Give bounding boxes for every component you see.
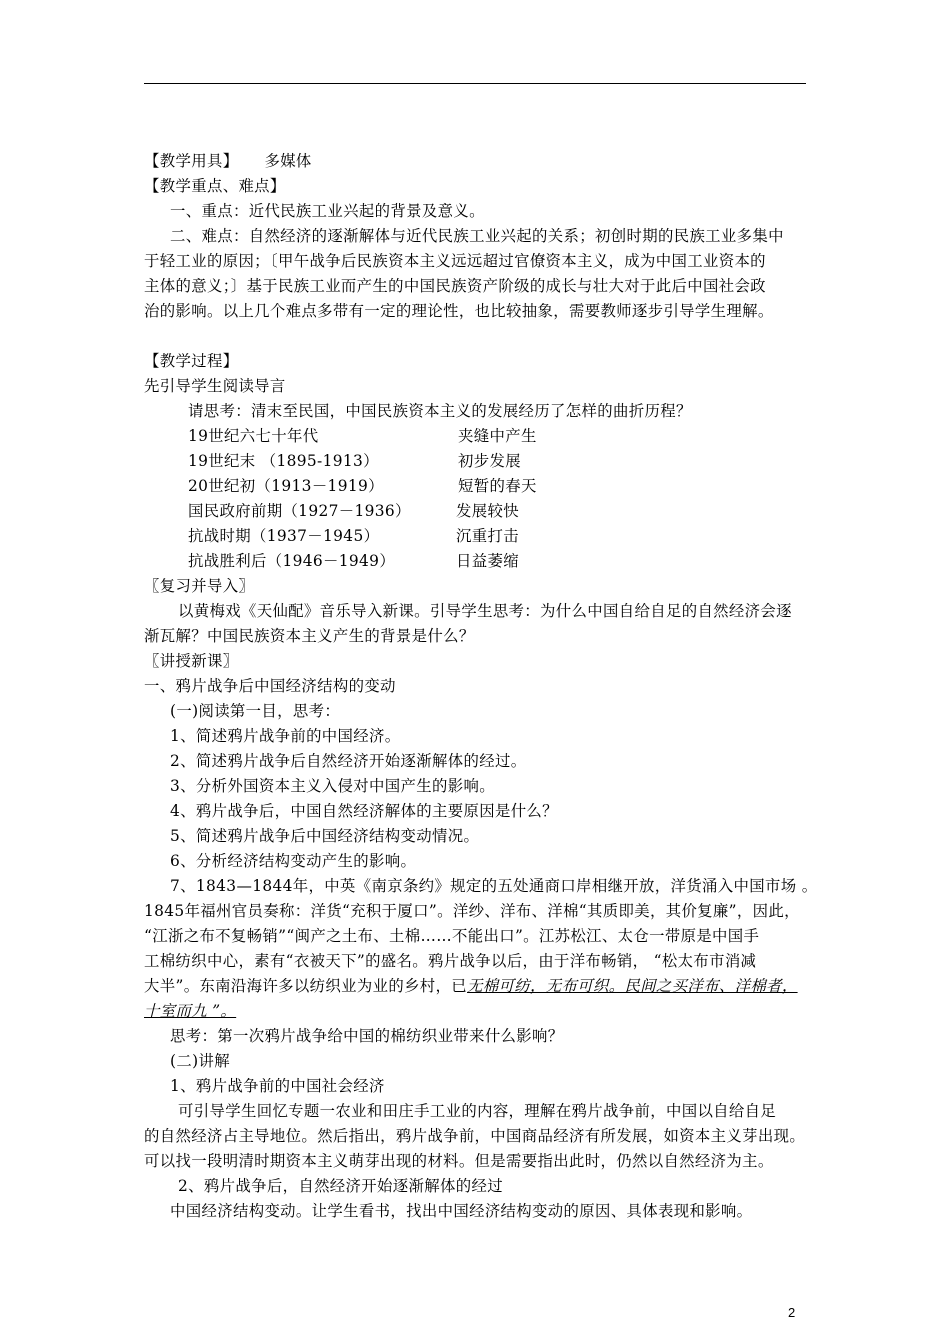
difficulty-line-4: 治的影响。以上几个难点多带有一定的理论性，也比较抽象，需要教师逐步引导学生理解。 <box>144 302 774 320</box>
stage-period: 20世纪初（1913－1919） <box>188 477 384 495</box>
review-line-2: 渐瓦解？中国民族资本主义产生的背景是什么？ <box>144 627 475 645</box>
tools-value: 多媒体 <box>264 152 312 170</box>
stage-period: 19世纪六七十年代 <box>188 427 319 445</box>
question-item: 3、分析外国资本主义入侵对中国产生的影响。 <box>170 777 495 795</box>
explain-title: (二)讲解 <box>170 1052 230 1070</box>
question-item: 4、鸦片战争后，中国自然经济解体的主要原因是什么？ <box>170 802 558 820</box>
explain-2-text: 中国经济结构变动。让学生看书，找出中国经济结构变动的原因、具体表现和影响。 <box>170 1202 753 1220</box>
stage-status: 日益萎缩 <box>456 552 519 570</box>
stage-status: 发展较快 <box>456 502 519 520</box>
explain-1-line: 可以找一段明清时期资本主义萌芽出现的材料。但是需要指出此时，仍然以自然经济为主。 <box>144 1152 774 1170</box>
process-question: 请思考：清末至民国，中国民族资本主义的发展经历了怎样的曲折历程？ <box>188 402 692 420</box>
difficulty-line-3: 主体的意义；〕基于民族工业而产生的中国民族资产阶级的成长与壮大对于此后中国社会政 <box>144 277 766 295</box>
header-rule <box>144 83 806 84</box>
focus-line: 一、重点：近代民族工业兴起的背景及意义。 <box>170 202 485 220</box>
think-line: 思考：第一次鸦片战争给中国的棉纺织业带来什么影响？ <box>170 1027 564 1045</box>
process-heading: 【教学过程】 <box>144 352 239 370</box>
q7-line-6: 十室而九 ”。 <box>144 1002 237 1020</box>
question-item: 1、简述鸦片战争前的中国经济。 <box>170 727 401 745</box>
q7-quote-underlined: 无棉可纺，无布可织。民间之买洋布、洋棉者， <box>467 977 798 995</box>
q7-line-4: 工棉纺织中心，素有“衣被天下”的盛名。鸦片战争以后，由于洋布畅销， “松太布市消减 <box>144 952 757 970</box>
review-heading: 〖复习并导入〗 <box>144 577 255 595</box>
page-number: 2 <box>788 1305 796 1320</box>
difficulty-line-2: 于轻工业的原因；〔甲午战争后民族资本主义远远超过官僚资本主义，成为中国工业资本的 <box>144 252 766 270</box>
stage-status: 短暂的春天 <box>458 477 537 495</box>
q7-line-5 <box>144 974 798 998</box>
process-intro: 先引导学生阅读导言 <box>144 377 286 395</box>
q7-line-1: 7、1843—1844年，中英《南京条约》规定的五处通商口岸相继开放，洋货涌入中国市场 。 <box>170 877 818 895</box>
review-line-1: 以黄梅戏《天仙配》音乐导入新课。引导学生思考：为什么中国自给自足的自然经济会逐 <box>178 602 792 620</box>
section-title: 一、鸦片战争后中国经济结构的变动 <box>144 677 396 695</box>
tools-heading: 【教学用具】 <box>144 152 239 170</box>
keypoints-heading: 【教学重点、难点】 <box>144 177 286 195</box>
question-item: 6、分析经济结构变动产生的影响。 <box>170 852 417 870</box>
read-title: (一)阅读第一目，思考： <box>170 702 341 720</box>
question-item: 2、简述鸦片战争后自然经济开始逐渐解体的经过。 <box>170 752 527 770</box>
explain-1-line: 可引导学生回忆专题一农业和田庄手工业的内容，理解在鸦片战争前，中国以自给自足 <box>178 1102 777 1120</box>
stage-status: 沉重打击 <box>456 527 519 545</box>
lecture-heading: 〖讲授新课〗 <box>144 652 239 670</box>
stage-period: 国民政府前期（1927－1936） <box>188 502 411 520</box>
stage-status: 初步发展 <box>458 452 521 470</box>
stage-period: 抗战胜利后（1946－1949） <box>188 552 396 570</box>
stage-period: 19世纪末 （1895-1913） <box>188 452 379 470</box>
q7-line-2: 1845年福州官员奏称：洋货“充积于厦口”。洋纱、洋布、洋棉“其质即美，其价复廉”，因此， <box>144 902 800 920</box>
q7-line-3: “江浙之布不复畅销”“闽产之土布、土棉……不能出口”。江苏松江、太仓一带原是中国手 <box>144 927 760 945</box>
stage-status: 夹缝中产生 <box>458 427 537 445</box>
difficulty-line-1: 二、难点：自然经济的逐渐解体与近代民族工业兴起的关系；初创时期的民族工业多集中 <box>170 227 784 245</box>
explain-1-line: 的自然经济占主导地位。然后指出，鸦片战争前，中国商品经济有所发展，如资本主义芽出现。 <box>144 1127 806 1145</box>
explain-2-title: 2、鸦片战争后，自然经济开始逐渐解体的经过 <box>178 1177 503 1195</box>
question-item: 5、简述鸦片战争后中国经济结构变动情况。 <box>170 827 480 845</box>
stage-period: 抗战时期（1937－1945） <box>188 527 380 545</box>
tools-line <box>144 149 312 173</box>
q7-line-5-text: 大半”。东南沿海许多以纺织业为业的乡村，已 <box>144 977 468 995</box>
explain-1-title: 1、鸦片战争前的中国社会经济 <box>170 1077 385 1095</box>
